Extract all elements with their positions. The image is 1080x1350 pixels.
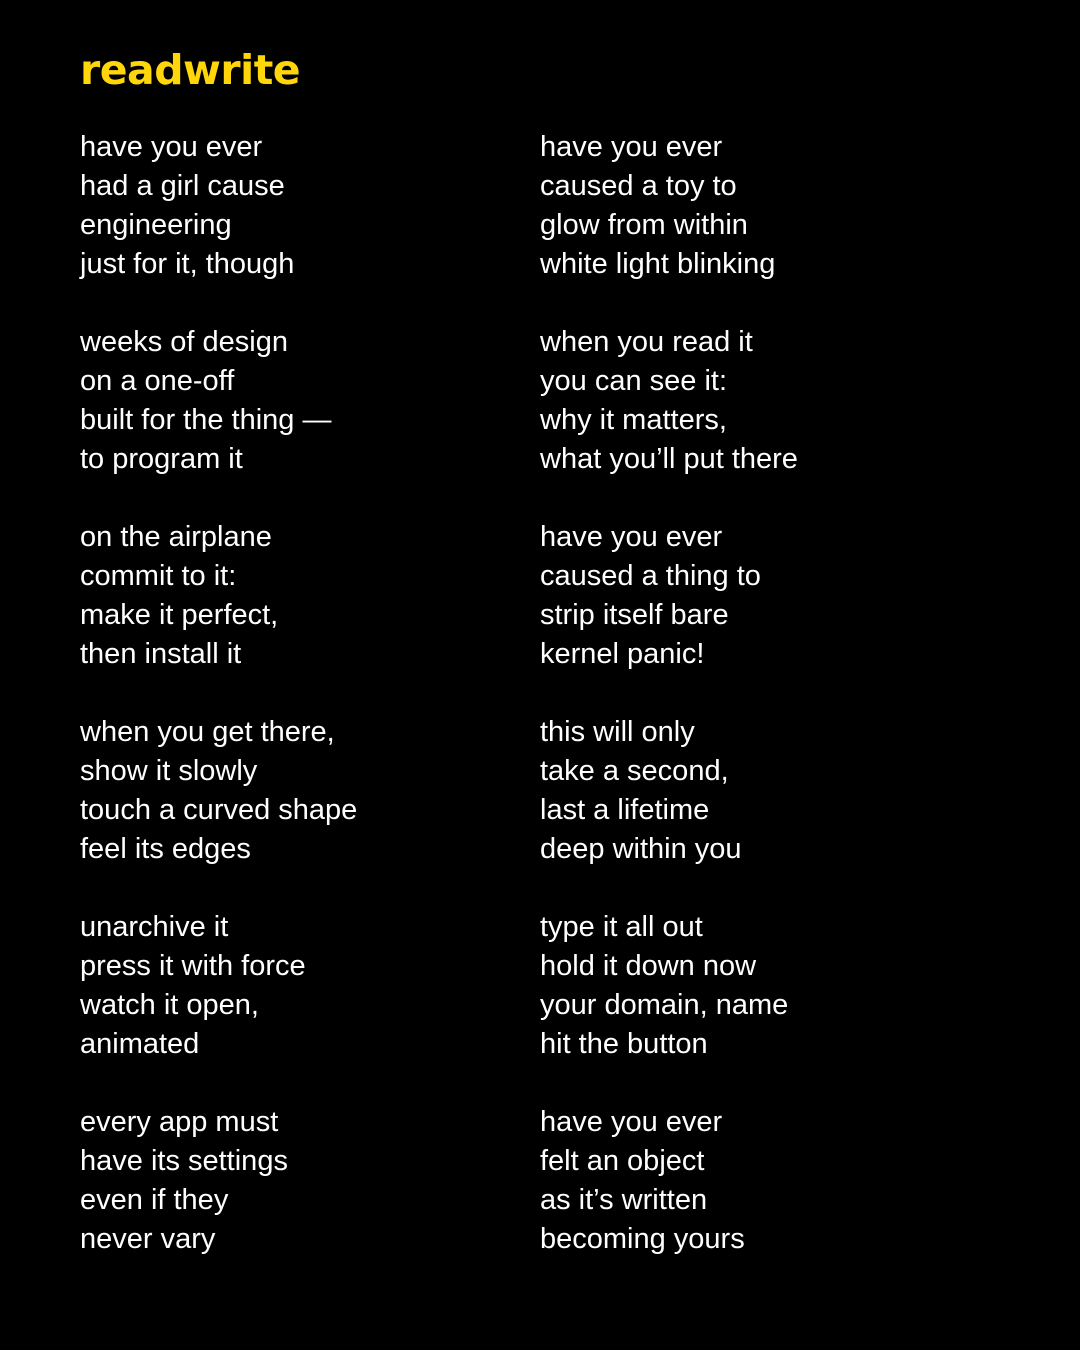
stanza bbox=[80, 323, 520, 479]
poem-line: this will only bbox=[540, 716, 695, 748]
poem-line: caused a toy to bbox=[540, 170, 737, 202]
stanza bbox=[80, 518, 520, 674]
poem-line: deep within you bbox=[540, 833, 742, 865]
poem-line: show it slowly bbox=[80, 755, 258, 787]
poem-line: have you ever bbox=[540, 1106, 723, 1138]
poem-line: had a girl cause bbox=[80, 170, 285, 202]
poem-line: feel its edges bbox=[80, 833, 251, 865]
poem-line: becoming yours bbox=[540, 1223, 745, 1255]
poem-line: then install it bbox=[80, 638, 242, 670]
stanza bbox=[80, 1103, 520, 1259]
poem-line: have you ever bbox=[540, 131, 723, 163]
poem-line: engineering bbox=[80, 209, 232, 241]
poem-line: strip itself bare bbox=[540, 599, 729, 631]
poem-line: hit the button bbox=[540, 1028, 708, 1060]
poem-line: kernel panic! bbox=[540, 638, 705, 670]
poem-line: touch a curved shape bbox=[80, 794, 358, 826]
stanza bbox=[540, 323, 980, 479]
poem-line: have you ever bbox=[80, 131, 263, 163]
poem-line: commit to it: bbox=[80, 560, 237, 592]
poem-line: what you’ll put there bbox=[540, 443, 798, 475]
poem-line: animated bbox=[80, 1028, 200, 1060]
stanza bbox=[540, 128, 980, 284]
poem-line: on the airplane bbox=[80, 521, 272, 553]
poem-line: just for it, though bbox=[80, 248, 295, 280]
poem-line: even if they bbox=[80, 1184, 229, 1216]
page-title: readwrite bbox=[80, 46, 301, 94]
stanza bbox=[80, 128, 520, 284]
poem-line: unarchive it bbox=[80, 911, 229, 943]
stanza bbox=[80, 713, 520, 869]
poem-line: glow from within bbox=[540, 209, 748, 241]
poem-line: on a one-off bbox=[80, 365, 235, 397]
poem-line: every app must bbox=[80, 1106, 279, 1138]
poem-line: make it perfect, bbox=[80, 599, 279, 631]
poem-line: when you get there, bbox=[80, 716, 335, 748]
poem-line: why it matters, bbox=[540, 404, 727, 436]
stanza bbox=[540, 713, 980, 869]
poem-line: have you ever bbox=[540, 521, 723, 553]
poem-line: hold it down now bbox=[540, 950, 757, 982]
poem-column-left bbox=[80, 128, 520, 1298]
poem-line: when you read it bbox=[540, 326, 753, 358]
poem-line: caused a thing to bbox=[540, 560, 761, 592]
poem-line: felt an object bbox=[540, 1145, 705, 1177]
poem-line: to program it bbox=[80, 443, 243, 475]
stanza bbox=[80, 908, 520, 1064]
stanza bbox=[540, 908, 980, 1064]
poem-line: have its settings bbox=[80, 1145, 288, 1177]
poem-line: you can see it: bbox=[540, 365, 727, 397]
poem-line: type it all out bbox=[540, 911, 703, 943]
poem-line: white light blinking bbox=[540, 248, 776, 280]
stanza bbox=[540, 518, 980, 674]
poem-line: press it with force bbox=[80, 950, 306, 982]
poem-line: built for the thing — bbox=[80, 404, 332, 436]
poem-line: watch it open, bbox=[80, 989, 259, 1021]
stanza bbox=[540, 1103, 980, 1259]
poem-line: take a second, bbox=[540, 755, 729, 787]
poem-column-right bbox=[540, 128, 980, 1298]
poem-line: as it’s written bbox=[540, 1184, 708, 1216]
poem-line: never vary bbox=[80, 1223, 216, 1255]
poem-line: last a lifetime bbox=[540, 794, 710, 826]
poem-line: weeks of design bbox=[80, 326, 288, 358]
poem-line: your domain, name bbox=[540, 989, 789, 1021]
